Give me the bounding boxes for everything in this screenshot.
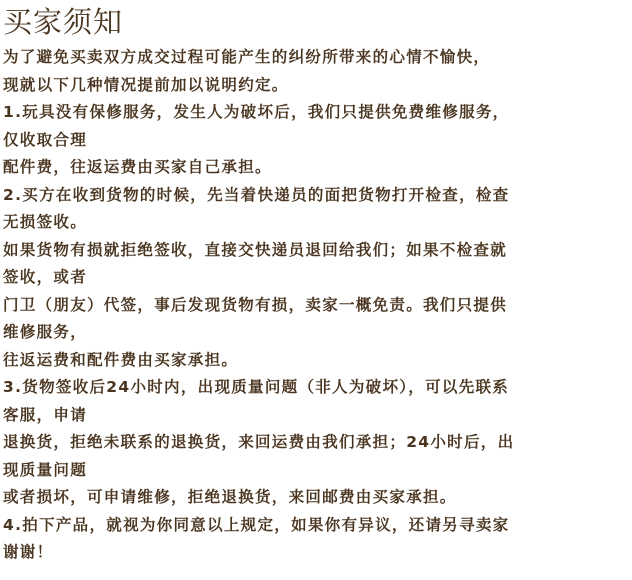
notice-body bbox=[3, 44, 614, 567]
text-line: 谢谢！ bbox=[3, 543, 54, 561]
text-line: 客服，申请 bbox=[3, 405, 88, 424]
text-line: 2.买方在收到货物的时候，先当着快递员的面把货物打开检查，检查 bbox=[3, 185, 510, 204]
text-line: 3.货物签收后24小时内，出现质量问题（非人为破坏），可以先联系 bbox=[3, 378, 510, 396]
text-line: 为了避免买卖双方成交过程可能产生的纠纷所带来的心情不愉快， bbox=[3, 48, 491, 66]
text-line: 现质量问题 bbox=[3, 460, 88, 479]
text-line: 4.拍下产品，就视为你同意以上规定，如果你有异议，还请另寻卖家 bbox=[3, 515, 510, 534]
text-line: 1.玩具没有保修服务，发生人为破坏后，我们只提供免费维修服务， bbox=[3, 103, 510, 121]
text-line: 如果货物有损就拒绝签收，直接交快递员退回给我们；如果不检查就 bbox=[3, 240, 508, 259]
text-line: 仅收取合理 bbox=[3, 130, 88, 149]
text-line: 往返运费和配件费由买家承担。 bbox=[3, 350, 239, 369]
text-line: 维修服务， bbox=[3, 323, 88, 341]
text-line: 签收，或者 bbox=[3, 268, 88, 286]
text-line: 退换货，拒绝未联系的退换货，来回运费由我们承担；24小时后，出 bbox=[3, 433, 515, 451]
page-title: 买家须知 bbox=[3, 5, 124, 39]
text-line: 现就以下几种情况提前加以说明约定。 bbox=[3, 75, 289, 94]
text-line: 无损签收。 bbox=[3, 213, 88, 231]
text-line: 门卫（朋友）代签，事后发现货物有损，卖家一概免责。我们只提供 bbox=[3, 295, 508, 314]
text-line: 配件费，往返运费由买家自己承担。 bbox=[3, 158, 272, 176]
text-line: 或者损坏，可申请维修，拒绝退换货，来回邮费由买家承担。 bbox=[3, 488, 457, 506]
